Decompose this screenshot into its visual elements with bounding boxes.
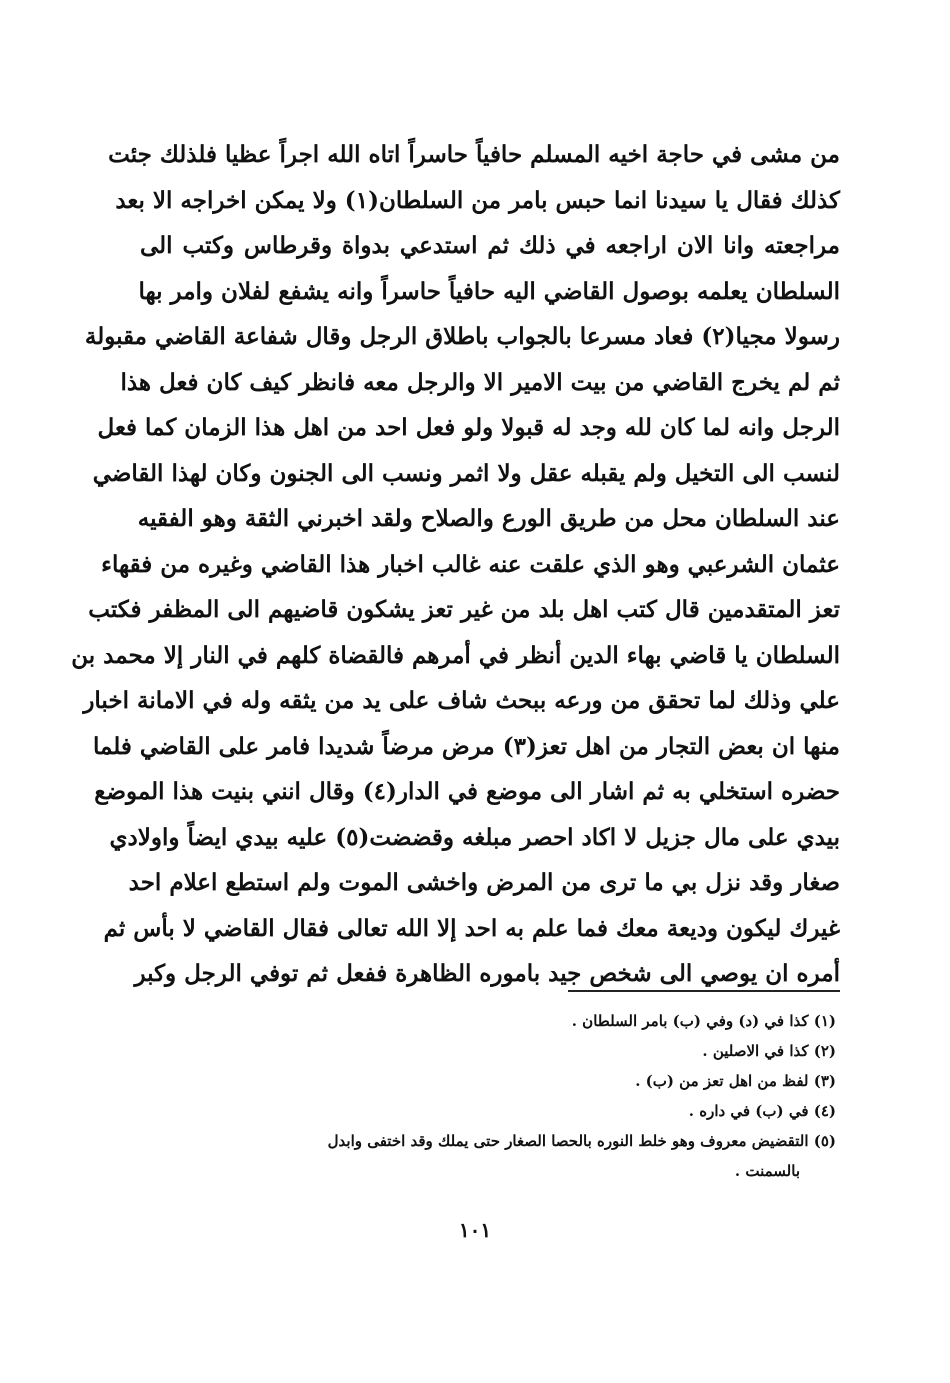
text-line: أمره ان يوصي الى شخص جيد باموره الظاهرة ففعل ثم توفي الرجل وكبر — [134, 960, 840, 987]
footnote-5-continuation: بالسمنت . — [734, 1162, 800, 1180]
text-line: الرجل وانه لما كان لله وجد له قبولا ولو فعل احد من اهل هذا الزمان كما فعل — [97, 414, 840, 441]
footnote-4: (٤) في (ب) في داره . — [688, 1102, 836, 1120]
page-number: ١٠١ — [458, 1218, 492, 1242]
text-line: صغار وقد نزل بي ما ترى من المرض واخشى الموت ولم استطع اعلام احد — [128, 869, 840, 896]
text-line: السلطان يعلمه بوصول القاضي اليه حافياً حاسراً وانه يشفع لفلان وامر بها — [138, 277, 840, 305]
text-line: منها ان بعض التجار من اهل تعز(٣) مرض مرضاً شديدا فامر على القاضي فلما — [92, 732, 840, 760]
text-line: عند السلطان محل من طريق الورع والصلاح ولقد اخبرني الثقة وهو الفقيه — [137, 505, 840, 532]
footnote-divider — [568, 990, 840, 992]
text-line: كذلك فقال يا سيدنا انما حبس بامر من السلطان(١) ولا يمكن اخراجه الا بعد — [115, 186, 840, 214]
text-line: من مشى في حاجة اخيه المسلم حافياً حاسراً اتاه الله اجراً عظيا فلذلك جئت — [108, 141, 840, 168]
footnote-1: (١) كذا في (د) وفي (ب) بامر السلطان . — [571, 1012, 836, 1030]
text-line: بيدي على مال جزيل لا اكاد احصر مبلغه وقضضت(٥) عليه بيدي ايضاً واولادي — [109, 823, 840, 851]
main-text — [71, 132, 840, 997]
footnotes — [160, 1006, 836, 1186]
text-line: مراجعته وانا الان اراجعه في ذلك ثم استدعي بدواة وقرطاس وكتب الى — [140, 232, 840, 259]
text-line: السلطان يا قاضي بهاء الدين أنظر في أمرهم فالقضاة كلهم في النار إلا محمد بن — [71, 641, 840, 669]
text-line: تعز المتقدمين قال كتب اهل بلد من غير تعز يشكون قاضيهم الى المظفر فكتب — [88, 596, 840, 623]
text-line: علي وذلك لما تحقق من ورعه ببحث شاف على يد من يثقه وله في الامانة اخبار — [83, 687, 840, 714]
footnote-3: (٣) لفظ من اهل تعز من (ب) . — [635, 1072, 836, 1090]
text-line: رسولا مجيا(٢) فعاد مسرعا بالجواب باطلاق الرجل وقال شفاعة القاضي مقبولة — [84, 323, 840, 350]
footnote-5: (٥) التقضيض معروف وهو خلط النوره بالحصا الصغار حتى يملك وقد اختفى وابدل — [327, 1132, 836, 1150]
text-line: عثمان الشرعبي وهو الذي علقت عنه غالب اخبار هذا القاضي وغيره من فقهاء — [101, 550, 840, 578]
text-line: لنسب الى التخيل ولم يقبله عقل ولا اثمر ونسب الى الجنون وكان لهذا القاضي — [92, 459, 840, 487]
text-line: غيرك ليكون وديعة معك فما علم به احد إلا الله تعالى فقال القاضي لا بأس ثم — [103, 914, 840, 942]
text-line: ثم لم يخرج القاضي من بيت الامير الا والرجل معه فانظر كيف كان فعل هذا — [120, 368, 840, 396]
text-line: حضره استخلي به ثم اشار الى موضع في الدار(٤) وقال انني بنيت هذا الموضع — [94, 778, 840, 805]
footnote-2: (٢) كذا في الاصلين . — [702, 1042, 836, 1060]
